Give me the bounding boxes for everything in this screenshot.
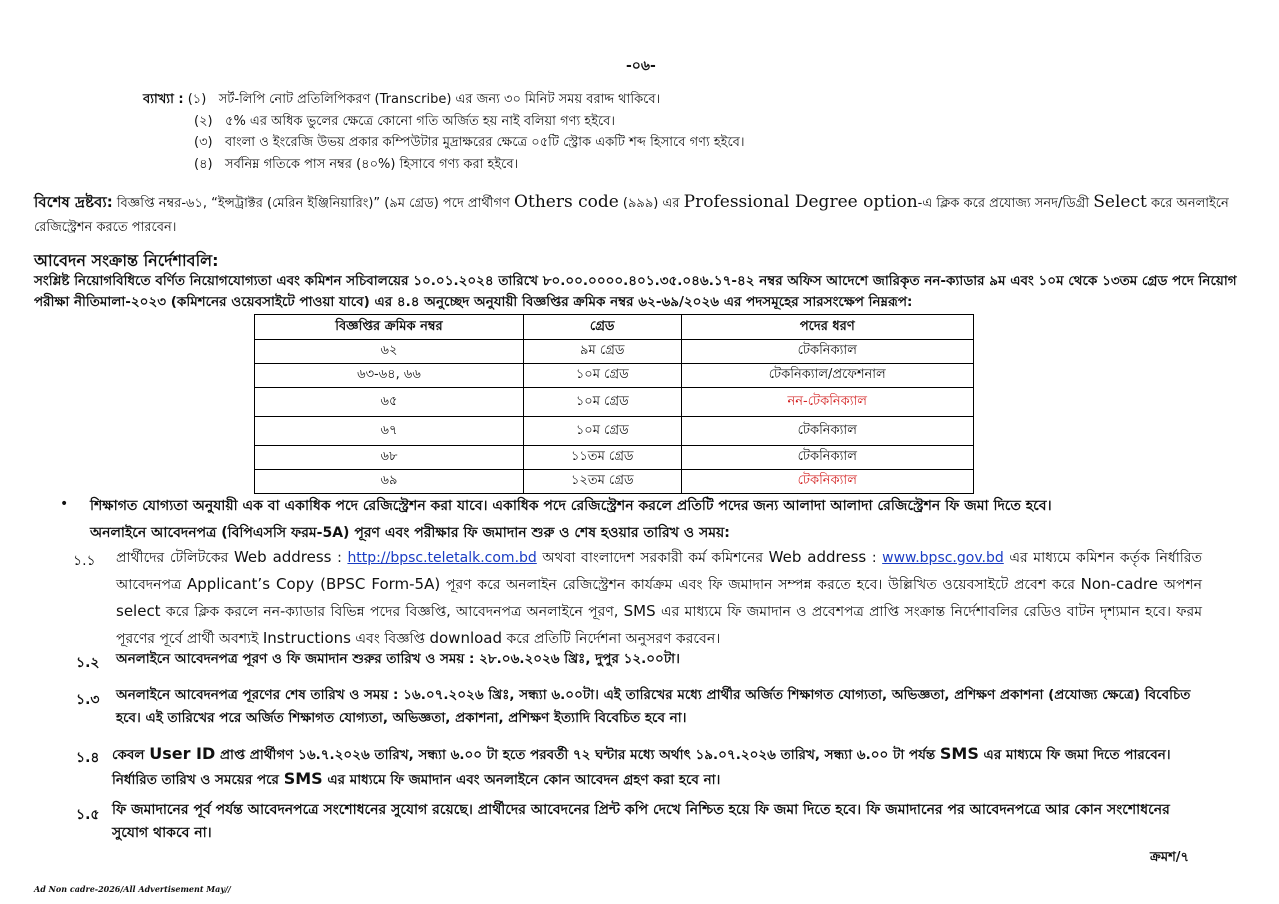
serial-cell: ৬২: [255, 340, 524, 364]
column-header-grade: গ্রেড: [523, 315, 681, 340]
section-1-1-paragraph: [116, 544, 1202, 652]
explanation-num: (৩): [194, 135, 213, 150]
bpsc-link[interactable]: www.bpsc.gov.bd: [882, 550, 1004, 566]
section-number: ১.৫: [76, 807, 100, 823]
explanation-label: ব্যাখ্যা :: [143, 92, 184, 107]
grade-cell: ১২তম গ্রেড: [523, 470, 681, 494]
serial-cell: ৬৫: [255, 388, 524, 417]
grade-cell: ১০ম গ্রেড: [523, 364, 681, 388]
grade-cell: ১১তম গ্রেড: [523, 446, 681, 470]
sms-label: SMS: [623, 602, 656, 620]
serial-cell: ৬৭: [255, 417, 524, 446]
page-number: -০৬-: [626, 58, 656, 74]
intro-paragraph: সংশ্লিষ্ট নিয়োগবিধিতে বর্ণিত নিয়োগযোগ্যতা এবং কমিশন সচিবালয়ের ১০.০১.২০২৪ তারিখে ৮০.০০.০০০০.৪০১.৩৫.০৪৬.১৭-৪২ নম্বর অফিস আদেশে জারিকৃত নন-ক্যাডার ৯ম এবং ১০ম থেকে ১৩তম গ্রেড পদে নিয়োগ পরীক্ষা নীতিমালা-২০২৩ (কমিশনের ওয়েবসাইটে পাওয়া যাবে) এর ৪.৪ অনুচ্ছেদ অনুযায়ী বিজ্ঞপ্তির ক্রমিক নম্বর ৬২-৬৯/২০২৬ এর পদসমূহের সারসংক্ষেপ নিম্নরূপ:: [34, 273, 1237, 310]
web-address-label: Web address: [768, 548, 867, 566]
section-number: ১.২: [76, 655, 100, 671]
explanation-text: সর্বনিম্ন গতিকে পাস নম্বর (৪০%) হিসাবে গণ্য করা হইবে।: [225, 157, 519, 172]
explanation-item-3: [194, 133, 745, 154]
type-cell: টেকনিক্যাল/প্রফেশনাল: [681, 364, 973, 388]
bullet-text: শিক্ষাগত যোগ্যতা অনুযায়ী এক বা একাধিক পদে রেজিস্ট্রেশন করা যাবে। একাধিক পদে রেজিস্ট্রেশন করলে প্রতিটি পদের জন্য আলাদা আলাদা রেজিস্ট্রেশন ফি জমা দিতে হবে।: [90, 498, 1052, 514]
paragraph-text: অথবা বাংলাদেশ সরকারী কর্ম কমিশনের: [536, 550, 769, 566]
table-row: [255, 446, 974, 470]
non-cadre-label: Non-cadre: [1080, 575, 1158, 593]
select-word: Select: [1093, 192, 1147, 212]
explanation-item-1: [143, 90, 660, 111]
grade-summary-table: [254, 314, 974, 494]
serial-cell: ৬৩-৬৪, ৬৬: [255, 364, 524, 388]
section-1-2-text: অনলাইনে আবেদনপত্র পূরণ ও ফি জমাদান শুরুর তারিখ ও সময় : ২৮.০৬.২০২৬ খ্রিঃ, দুপুর ১২.০০টা।: [116, 651, 680, 667]
paragraph-text: অপশন: [1158, 577, 1202, 593]
serial-cell: ৬৯: [255, 470, 524, 494]
special-note-text: (৯৯৯) এর: [618, 196, 684, 211]
section-number: ১.৪: [76, 750, 100, 766]
section-number: ১.১: [73, 553, 96, 569]
explanation-text: ৫% এর অধিক ভুলের ক্ষেত্রে কোনো গতি অর্জিত হয় নাই বলিয়া গণ্য হইবে।: [225, 114, 616, 129]
select-label: select: [116, 602, 161, 620]
instructions-label: Instructions: [262, 629, 351, 647]
others-code: Others code: [514, 192, 619, 212]
paragraph-text: প্রাপ্ত প্রার্থীগণ ১৬.৭.২০২৬ তারিখ, সন্ধ্যা ৬.০০ টা হতে পরবর্তী ৭২ ঘন্টার মধ্যে অর্থাৎ ১৯.০৭.২০২৬ তারিখ, সন্ধ্যা ৬.০০ টা পর্যন্ত: [215, 747, 940, 763]
explanation-num: (১): [187, 92, 207, 107]
application-heading: আবেদন সংক্রান্ত নির্দেশাবলি:: [34, 251, 219, 270]
paragraph-text: এবং বিজ্ঞপ্তি: [350, 631, 430, 647]
paragraph-text: পূরণ করে অনলাইন রেজিস্ট্রেশন কার্যক্রম এবং ফি জমাদান সম্পন্ন করতে হবে। উল্লিখিত ওয়েবসাইটে প্রবেশ করে: [440, 577, 1081, 593]
table-header-row: [255, 315, 974, 340]
footer-note: Ad Non cadre-2026/All Advertisement May//: [34, 884, 231, 894]
serial-cell: ৬৮: [255, 446, 524, 470]
special-note-text: বিজ্ঞপ্তি নম্বর-৬১, “ইন্সট্রাক্টর (মেরিন ইঞ্জিনিয়ারিং)” (৯ম গ্রেড) পদে প্রার্থীগণ: [112, 196, 515, 211]
section-number: ১.৩: [76, 692, 100, 708]
table-row: [255, 470, 974, 494]
type-cell: টেকনিক্যাল: [681, 446, 973, 470]
paragraph-text: :: [866, 550, 883, 566]
section-1-3-text: অনলাইনে আবেদনপত্র পূরণের শেষ তারিখ ও সময় : ১৬.০৭.২০২৬ খ্রিঃ, সন্ধ্যা ৬.০০টা। এই তারিখের মধ্যে প্রার্থীর অর্জিত শিক্ষাগত যোগ্যতা, অভিজ্ঞতা, প্রশিক্ষণ প্রকাশনা (প্রযোজ্য ক্ষেত্রে) বিবেচিত হবে। এই তারিখের পরে অর্জিত শিক্ষাগত যোগ্যতা, অভিজ্ঞতা, প্রকাশনা, প্রশিক্ষণ ইত্যাদি বিবেচিত হবে না।: [116, 687, 1191, 726]
table-row: [255, 388, 974, 417]
sms-label: SMS: [283, 769, 323, 788]
type-cell: টেকনিক্যাল: [681, 340, 973, 364]
paragraph-text: প্রার্থীদের টেলিটকের: [116, 550, 234, 566]
explanation-text: সর্ট-লিপি নোট প্রতিলিপিকরণ (Transcribe) এর জন্য ৩০ মিনিট সময় বরাদ্দ থাকিবে।: [218, 92, 661, 107]
paragraph-text: করে ক্লিক করলে নন-ক্যাডার বিভিন্ন পদের বিজ্ঞপ্তি, আবেদনপত্র অনলাইনে পূরণ,: [160, 604, 624, 620]
grade-cell: ১০ম গ্রেড: [523, 388, 681, 417]
type-cell: টেকনিক্যাল: [681, 417, 973, 446]
table-row: [255, 340, 974, 364]
explanation-text: বাংলা ও ইংরেজি উভয় প্রকার কম্পিউটার মুদ্রাক্ষরের ক্ষেত্রে ০৫টি স্ট্রোক একটি শব্দ হিসাবে গণ্য হইবে।: [225, 135, 745, 150]
column-header-type: পদের ধরণ: [681, 315, 973, 340]
explanation-item-4: [194, 155, 518, 176]
table-row: [255, 417, 974, 446]
paragraph-text: কেবল: [112, 747, 150, 763]
explanation-num: (৪): [194, 157, 213, 172]
special-note-text: করে অনলাইনে রেজিস্ট্রেশন করতে পারবেন।: [34, 196, 1229, 235]
special-note-label: বিশেষ দ্রষ্টব্য:: [34, 193, 113, 211]
applicant-copy-label: Applicant’s Copy (BPSC Form-5A): [186, 575, 441, 593]
section-1-4-paragraph: [112, 742, 1204, 792]
user-id-label: User ID: [149, 744, 216, 763]
online-heading: অনলাইনে আবেদনপত্র (বিপিএসসি ফরম-5A) পূরণ এবং পরীক্ষার ফি জমাদান শুরু ও শেষ হওয়ার তারিখ ও সময়:: [90, 525, 730, 541]
paragraph-text: করে প্রতিটি নির্দেশনা অনুসরণ করবেন।: [502, 631, 721, 647]
column-header-serial: বিজ্ঞপ্তির ক্রমিক নম্বর: [255, 315, 524, 340]
special-note: [34, 190, 1234, 240]
paragraph-text: :: [331, 550, 348, 566]
teletalk-link[interactable]: http://bpsc.teletalk.com.bd: [347, 550, 537, 566]
paragraph-text: এর মাধ্যমে ফি জমা দিতে পারবেন। নির্ধারিত তারিখ ও সময়ের পরে: [112, 747, 1171, 788]
download-label: download: [429, 629, 503, 647]
professional-degree-option: Professional Degree option: [683, 192, 918, 212]
web-address-label: Web address: [233, 548, 332, 566]
table-row: [255, 364, 974, 388]
type-cell-highlighted: টেকনিক্যাল: [681, 470, 973, 494]
paragraph-text: এর মাধ্যমে ফি জমাদান ও প্রবেশপত্র প্রাপ্তি সংক্রান্ত নির্দেশাবলির রেডিও বাটন দৃশ্যমান হবে। ফরম পূরণের পূর্বে প্রার্থী অবশ্যই: [116, 604, 1202, 647]
sms-label: SMS: [939, 744, 979, 763]
explanation-item-2: [194, 112, 615, 133]
explanation-num: (২): [194, 114, 213, 129]
paragraph-text: এর মাধ্যমে কমিশন কর্তৃক নির্ধারিত আবেদনপত্র: [116, 550, 1203, 593]
continued-marker: ক্রমশ/৭: [1150, 850, 1189, 865]
grade-cell: ৯ম গ্রেড: [523, 340, 681, 364]
type-cell-highlighted: নন-টেকনিক্যাল: [681, 388, 973, 417]
section-1-5-text: ফি জমাদানের পূর্ব পর্যন্ত আবেদনপত্রে সংশোধনের সুযোগ রয়েছে। প্রার্থীদের আবেদনের প্রিন্ট কপি দেখে নিশ্চিত হয়ে ফি জমা দিতে হবে। ফি জমাদানের পর আবেদনপত্রে আর কোন সংশোধনের সুযোগ থাকবে না।: [112, 802, 1170, 841]
paragraph-text: এর মাধ্যমে ফি জমাদান এবং অনলাইনে কোন আবেদন গ্রহণ করা হবে না।: [322, 772, 721, 788]
special-note-text: -এ ক্লিক করে প্রযোজ্য সনদ/ডিগ্রী: [917, 196, 1094, 211]
grade-cell: ১০ম গ্রেড: [523, 417, 681, 446]
bullet-icon: •: [60, 496, 69, 512]
